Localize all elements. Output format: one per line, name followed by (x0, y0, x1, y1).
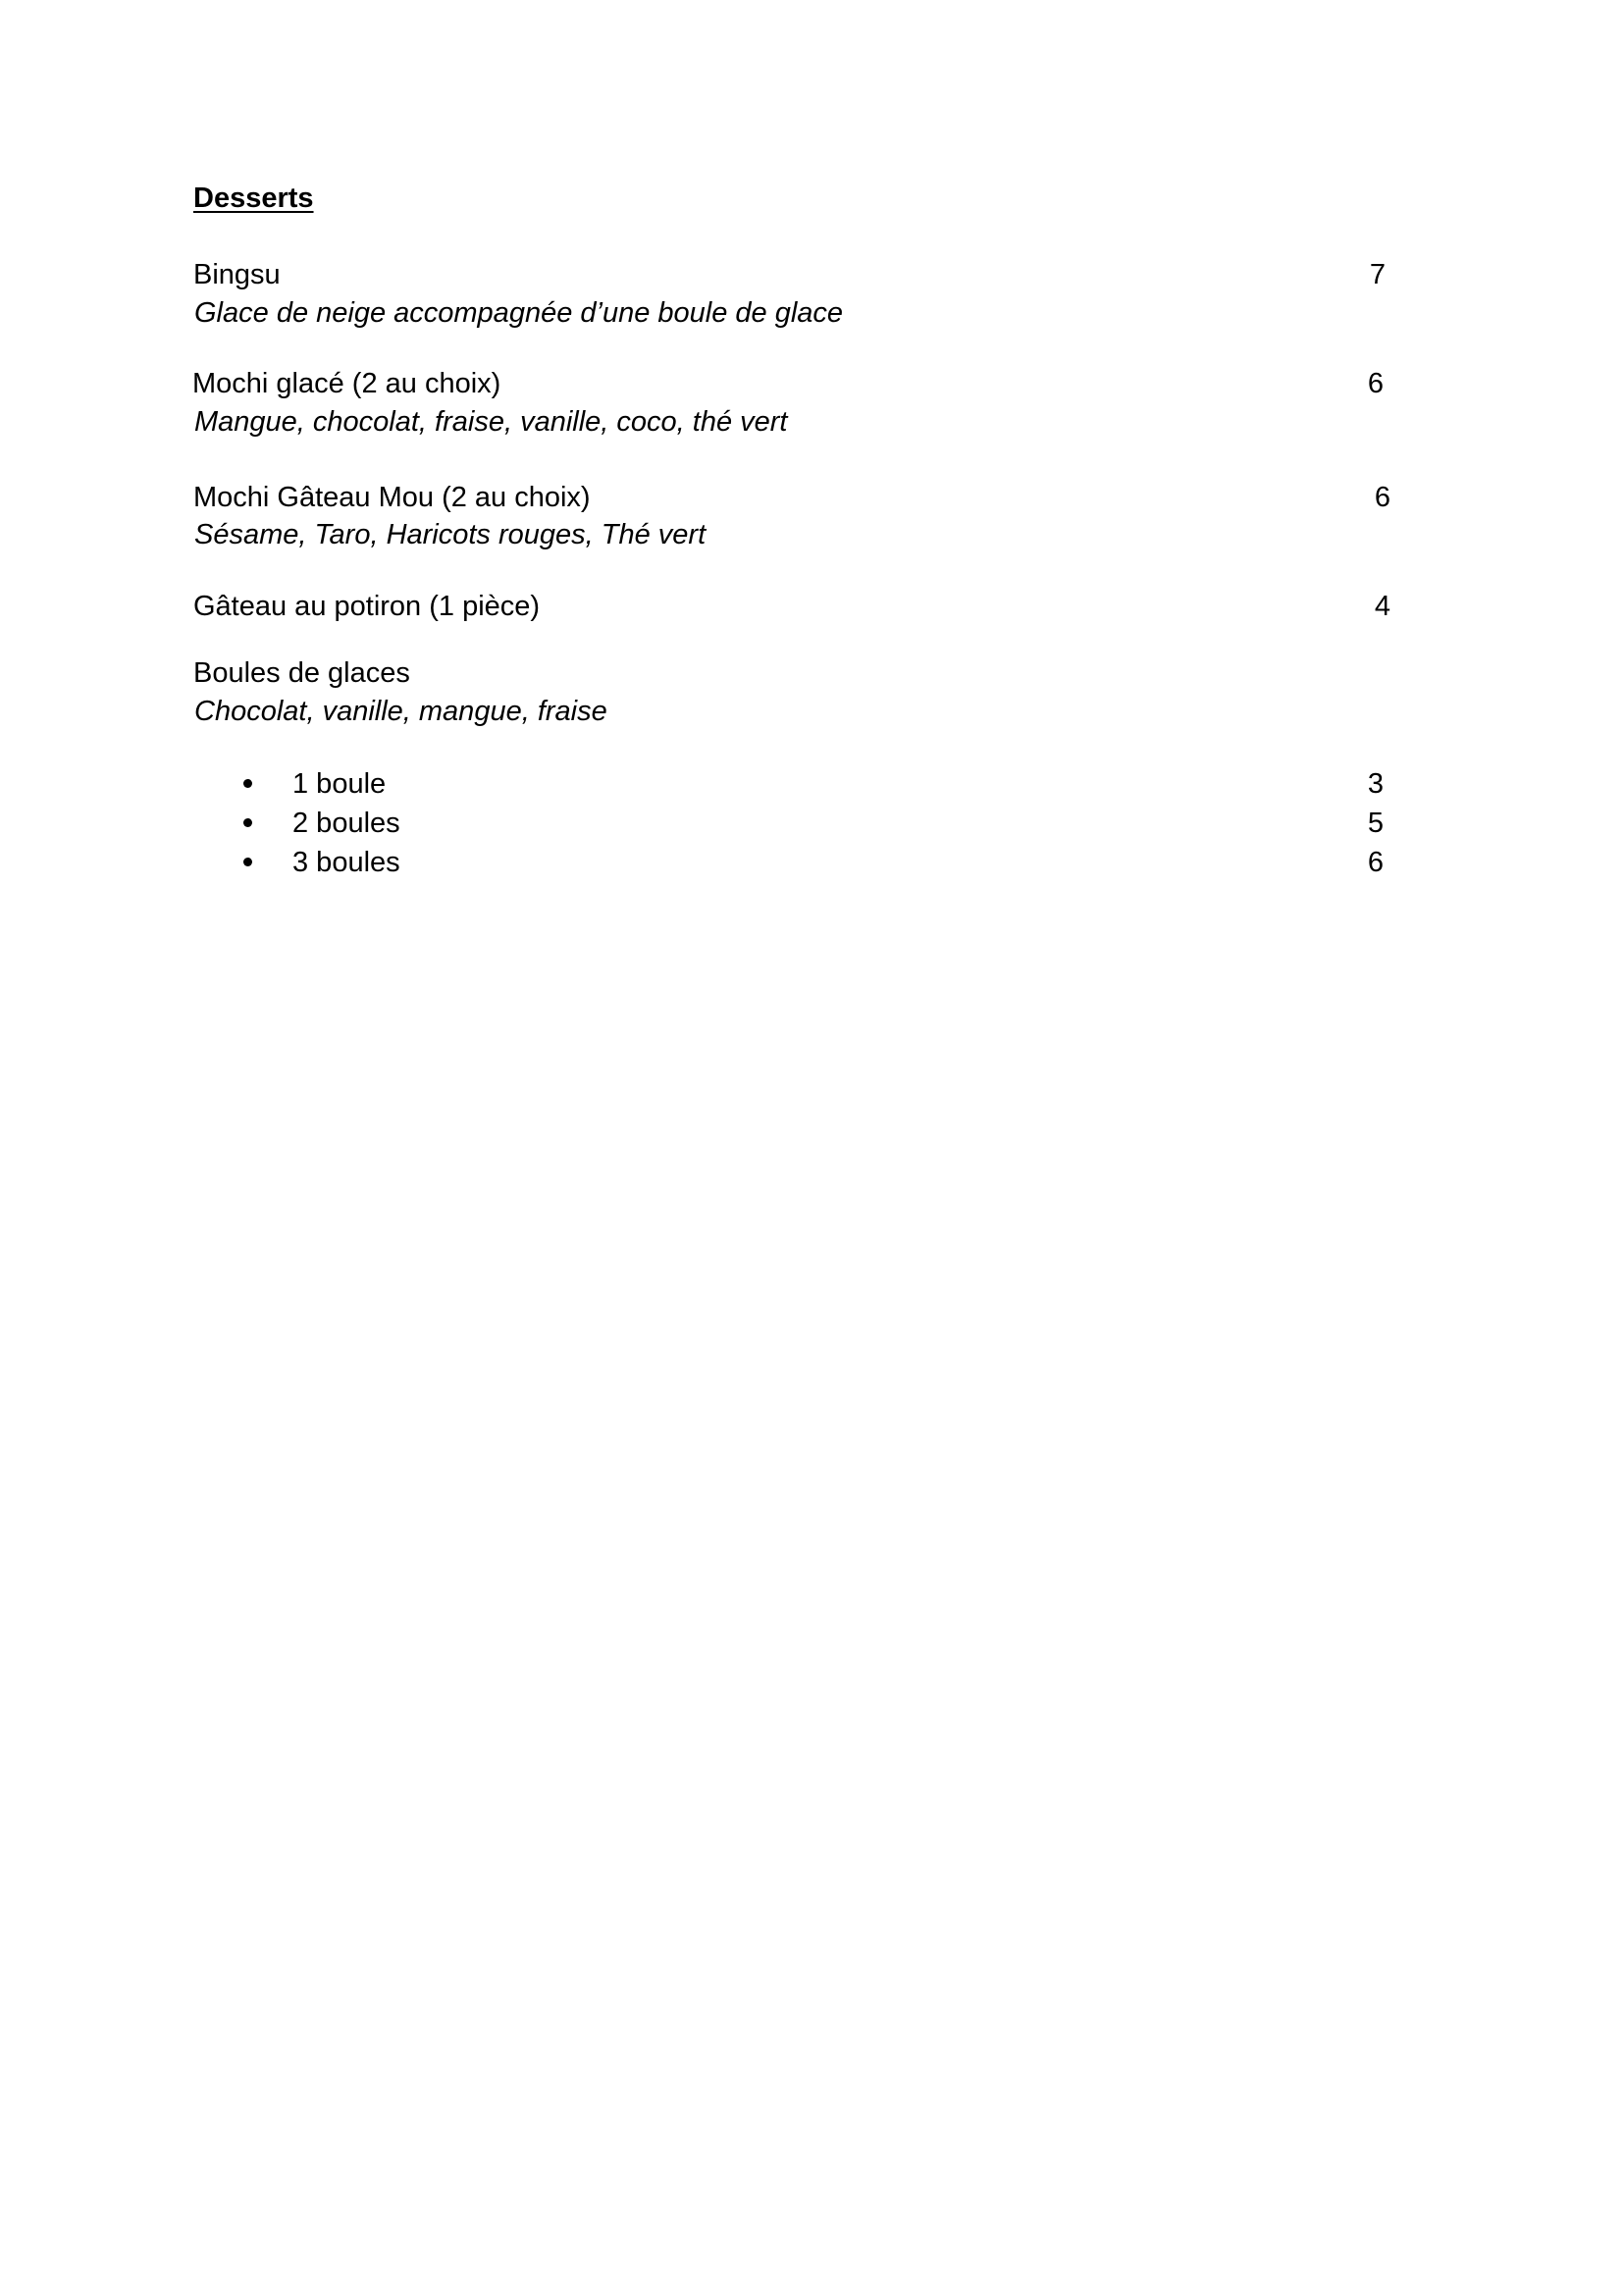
bullet-icon (243, 779, 252, 788)
item-name-bingsu: Bingsu (193, 259, 281, 290)
item-price-mochi-glace: 6 (1367, 368, 1384, 399)
item-description-mochi-glace: Mangue, chocolat, fraise, vanille, coco, thé vert (194, 406, 788, 438)
scoop-label: 3 boules (292, 847, 400, 878)
item-name-boules-de-glaces: Boules de glaces (193, 657, 410, 689)
item-description-boules-de-glaces: Chocolat, vanille, mangue, fraise (194, 696, 607, 727)
bullet-icon (243, 818, 252, 827)
item-description-bingsu: Glace de neige accompagnée d’une boule de glace (194, 297, 844, 329)
item-price-mochi-gateau-mou: 6 (1374, 482, 1390, 513)
scoop-price: 3 (1367, 768, 1384, 800)
item-name-mochi-gateau-mou: Mochi Gâteau Mou (2 au choix) (193, 482, 591, 513)
item-name-mochi-glace: Mochi glacé (2 au choix) (192, 368, 501, 399)
item-name-gateau-potiron: Gâteau au potiron (1 pièce) (193, 591, 541, 622)
scoop-label: 1 boule (292, 768, 387, 800)
section-title: Desserts (193, 183, 314, 214)
item-price-bingsu: 7 (1369, 259, 1386, 290)
scoop-price: 6 (1367, 847, 1384, 878)
item-price-gateau-potiron: 4 (1374, 591, 1390, 622)
scoop-label: 2 boules (292, 808, 400, 839)
item-description-mochi-gateau-mou: Sésame, Taro, Haricots rouges, Thé vert (194, 519, 707, 550)
scoop-price: 5 (1367, 808, 1384, 839)
bullet-icon (243, 858, 252, 866)
